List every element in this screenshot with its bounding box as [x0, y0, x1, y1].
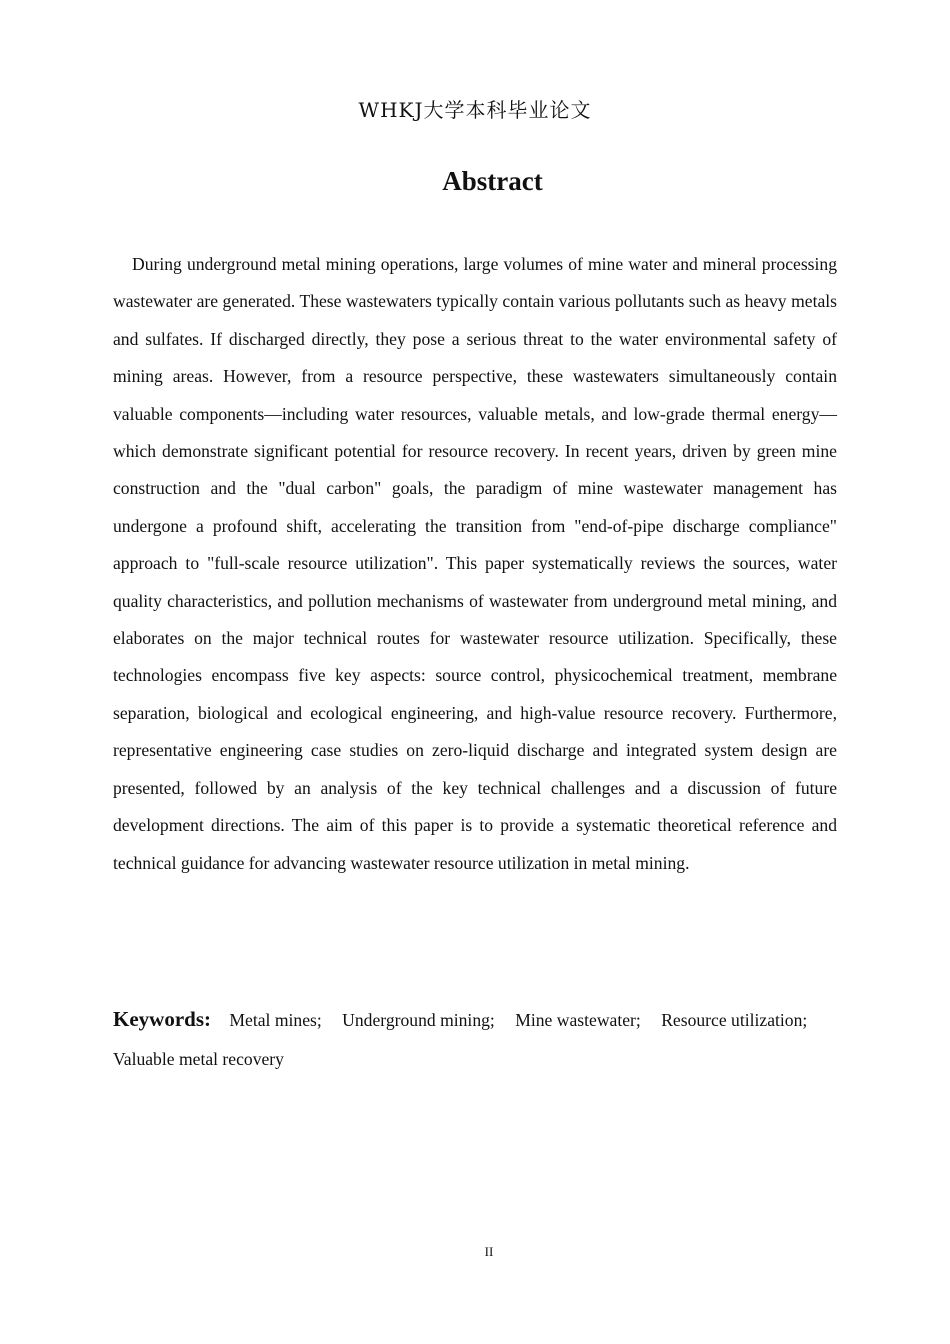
keyword-item: Metal mines;	[229, 1010, 322, 1030]
page-title: Abstract	[442, 166, 543, 196]
keywords-label: Keywords:	[113, 1007, 211, 1031]
keyword-item: Valuable metal recovery	[113, 1049, 284, 1069]
page-number: II	[484, 1244, 494, 1259]
keywords-section	[113, 1000, 837, 1079]
keyword-item: Mine wastewater;	[515, 1010, 641, 1030]
keyword-item: Underground mining;	[342, 1010, 495, 1030]
running-header: WHKJ大学本科毕业论文	[358, 98, 592, 122]
abstract-paragraph: During underground metal mining operations, large volumes of mine water and mineral processing wastewater are generated. These wastewaters typically contain various pollutants such as heavy metals and sulfates. If discharged directly, they pose a serious threat to the water environmental safety of mining areas. However, from a resource perspective, these wastewaters simultaneously contain valuable components—including water resources, valuable metals, and low-grade thermal energy—which demonstrate significant potential for resource recovery. In recent years, driven by green mine construction and the "dual carbon" goals, the paradigm of mine wastewater management has undergone a profound shift, accelerating the transition from "end-of-pipe discharge compliance" approach to "full-scale resource utilization". This paper systematically reviews the sources, water quality characteristics, and pollution mechanisms of wastewater from underground metal mining, and elaborates on the major technical routes for wastewater resource utilization. Specifically, these technologies encompass five key aspects: source control, physicochemical treatment, membrane separation, biological and ecological engineering, and high-value resource recovery. Furthermore, representative engineering case studies on zero-liquid discharge and integrated system design are presented, followed by an analysis of the key technical challenges and a discussion of future development directions. The aim of this paper is to provide a systematic theoretical reference and technical guidance for advancing wastewater resource utilization in metal mining.	[113, 254, 837, 873]
keyword-item: Resource utilization;	[661, 1010, 808, 1030]
